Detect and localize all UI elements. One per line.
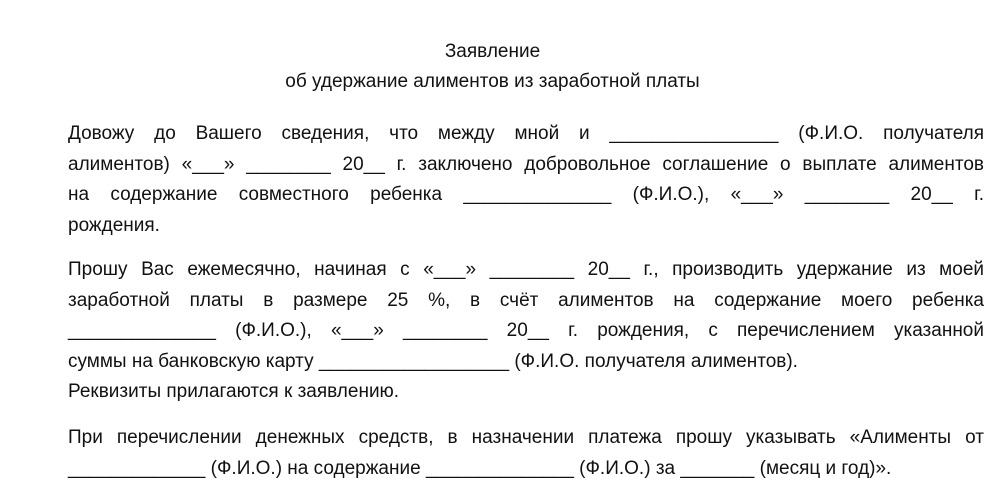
paragraph-line: на содержание совместного ребенка ______________ (Ф.И.О.), «___» ________ 20__ г. — [68, 184, 984, 205]
document-title: Заявление — [444, 41, 541, 62]
paragraph-line: Прошу Вас ежемесячно, начиная с «___» ________ 20__ г., производить удержание из моей — [68, 259, 984, 280]
paragraph-line: заработной платы в размере 25 %, в счёт алиментов на содержание моего ребенка — [68, 289, 984, 311]
paragraph-line: _____________ (Ф.И.О.) на содержание ______________ (Ф.И.О.) за _______ (месяц и год)». — [68, 457, 892, 479]
paragraph-line: алиментов) «___» ________ 20__ г. заключено добровольное соглашение о выплате алиментов — [68, 153, 984, 175]
paragraph-line: Реквизиты прилагаются к заявлению. — [68, 381, 400, 402]
document-subtitle: об удержание алиментов из заработной платы — [285, 71, 700, 92]
paragraph-line: При перечислении денежных средств, в назначении платежа прошу указывать «Алименты от — [68, 427, 984, 448]
paragraph-line: ______________ (Ф.И.О.), «___» ________ 20__ г. рождения, с перечислением указанной — [68, 320, 984, 341]
paragraph-line: суммы на банковскую карту __________________ (Ф.И.О. получателя алиментов). — [68, 350, 798, 372]
paragraph-line: Довожу до Вашего сведения, что между мной и ________________ (Ф.И.О. получателя — [68, 123, 984, 144]
paragraph-agreement — [68, 119, 984, 241]
paragraph-line: рождения. — [68, 214, 160, 236]
paragraph-payment-purpose — [68, 423, 984, 484]
paragraph-request — [68, 255, 984, 408]
